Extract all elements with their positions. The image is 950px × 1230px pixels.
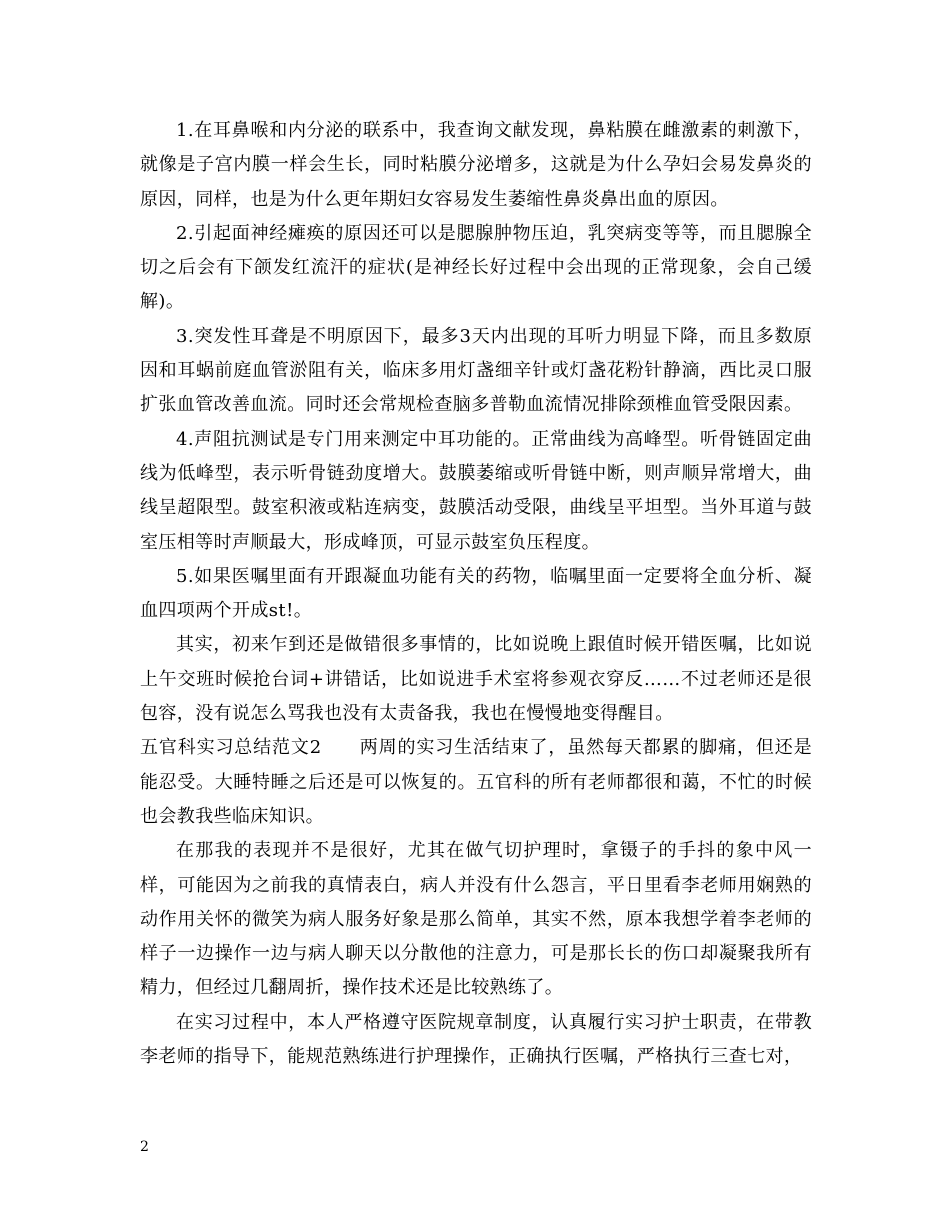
paragraph-sudden-deafness: 3.突发性耳聋是不明原因下，最多3天内出现的耳听力明显下降，而且多数原因和耳蜗前庭血管淤阻有关，临床多用灯盏细辛针或灯盏花粉针静滴，西比灵口服扩张血管改善血流。同时还会常规检查脑多普勒血流情况排除颈椎血管受限因素。 bbox=[140, 325, 812, 416]
paragraph-tracheotomy-care: 在那我的表现并不是很好，尤其在做气切护理时，拿镊子的手抖的象中风一样，可能因为之前我的真情表白，病人并没有什么怨言，平日里看李老师用娴熟的动作用关怀的微笑为病人服务好象是那么简单，其实不然，原本我想学着李老师的样子一边操作一边与病人聊天以分散他的注意力，可是那长长的伤口却凝聚我所有精力，但经过几翻周折，操作技术还是比较熟练了。 bbox=[140, 840, 812, 999]
paragraph-internship-conduct: 在实习过程中，本人严格遵守医院规章制度，认真履行实习护士职责，在带教李老师的指导下，能规范熟练进行护理操作，正确执行医嘱，严格执行三查七对， bbox=[140, 1011, 812, 1068]
paragraph-facial-paralysis: 2.引起面神经瘫痪的原因还可以是腮腺肿物压迫，乳突病变等等，而且腮腺全切之后会有下颌发红流汗的症状(是神经长好过程中会出现的正常现象，会自己缓解)。 bbox=[140, 222, 812, 313]
paragraph-summary-sample-2: 五官科实习总结范文2 两周的实习生活结束了，虽然每天都累的脚痛，但还是能忍受。大睡特睡之后还是可以恢复的。五官科的所有老师都很和蔼，不忙的时候也会教我些临床知识。 bbox=[140, 737, 812, 827]
body-text bbox=[140, 114, 812, 1074]
paragraph-early-mistakes: 其实，初来乍到还是做错很多事情的，比如说晚上跟值时候开错医嘱，比如说上午交班时候抢台词+讲错话，比如说进手术室将参观衣穿反……不过老师还是很包容，没有说怎么骂我也没有太责备我，我也在慢慢地变得醒目。 bbox=[140, 634, 812, 725]
paragraph-acoustic-impedance: 4.声阻抗测试是专门用来测定中耳功能的。正常曲线为高峰型。听骨链固定曲线为低峰型，表示听骨链劲度增大。鼓膜萎缩或听骨链中断，则声顺异常增大，曲线呈超限型。鼓室积液或粘连病变，鼓膜活动受限，曲线呈平坦型。当外耳道与鼓室压相等时声顺最大，形成峰顶，可显示鼓室负压程度。 bbox=[140, 428, 812, 553]
paragraph-ent-endocrine: 1.在耳鼻喉和内分泌的联系中，我查询文献发现，鼻粘膜在雌激素的刺激下，就像是子宫内膜一样会生长，同时粘膜分泌增多，这就是为什么孕妇会易发鼻炎的原因，同样，也是为什么更年期妇女容易发生萎缩性鼻炎鼻出血的原因。 bbox=[140, 120, 812, 210]
paragraph-coagulation-orders: 5.如果医嘱里面有开跟凝血功能有关的药物，临嘱里面一定要将全血分析、凝血四项两个开成st!。 bbox=[140, 565, 812, 622]
page-number: 2 bbox=[140, 1139, 149, 1155]
